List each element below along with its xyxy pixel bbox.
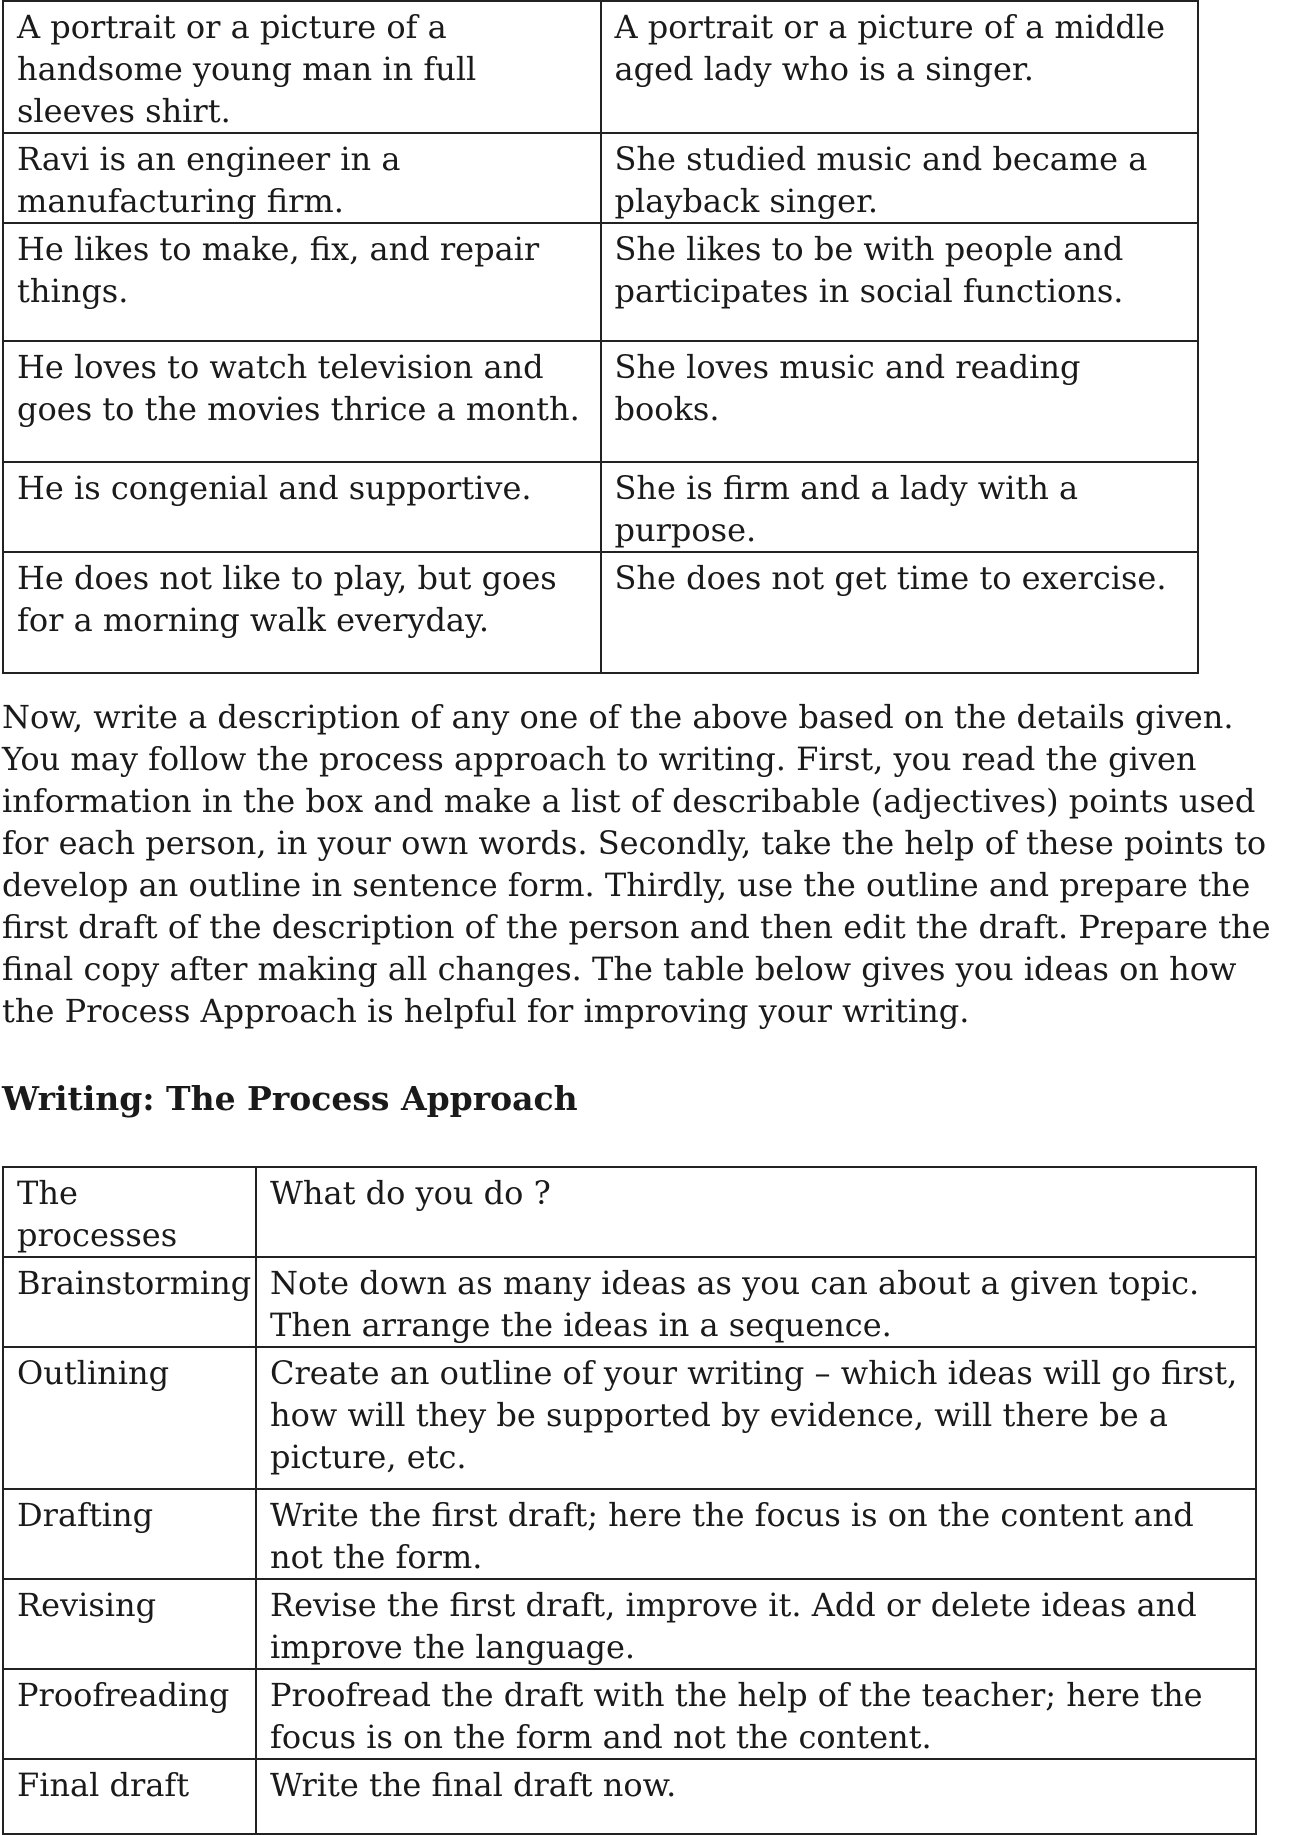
table-row bbox=[3, 1257, 1256, 1347]
profile-lady-cell: She loves music and reading books. bbox=[601, 341, 1199, 462]
process-name: Final draft bbox=[3, 1759, 256, 1834]
process-name: Brainstorming bbox=[3, 1257, 256, 1347]
process-name: Outlining bbox=[3, 1347, 256, 1489]
table-row bbox=[3, 1669, 1256, 1759]
profile-man-cell: He loves to watch television and goes to the movies thrice a month. bbox=[3, 341, 601, 462]
header-what-do-you-do: What do you do ? bbox=[256, 1167, 1256, 1257]
table-header-row bbox=[3, 1167, 1256, 1257]
process-table bbox=[2, 1166, 1257, 1835]
table-row bbox=[3, 462, 1198, 552]
profile-lady-cell: She does not get time to exercise. bbox=[601, 552, 1199, 673]
process-action: Proofread the draft with the help of the teacher; here the focus is on the form and not the content. bbox=[256, 1669, 1256, 1759]
table-row bbox=[3, 341, 1198, 462]
profiles-table bbox=[2, 0, 1199, 674]
process-name: Revising bbox=[3, 1579, 256, 1669]
table-row bbox=[3, 552, 1198, 673]
profile-lady-cell: She is firm and a lady with a purpose. bbox=[601, 462, 1199, 552]
profile-lady-cell: She likes to be with people and participates in social functions. bbox=[601, 223, 1199, 341]
table-row bbox=[3, 223, 1198, 341]
profile-man-cell: He is congenial and supportive. bbox=[3, 462, 601, 552]
instructions-paragraph: Now, write a description of any one of the above based on the details given. You may follow the process approach to writing. First, you read the given information in the box and make a list of describable (adjectives) points used for each person, in your own words. Secondly, take the help of these points to develop an outline in sentence form. Thirdly, use the outline and prepare the first draft of the description of the person and then edit the draft. Prepare the final copy after making all changes. The table below gives you ideas on how the Process Approach is helpful for improving your writing. bbox=[2, 698, 1271, 1030]
header-processes: The processes bbox=[3, 1167, 256, 1257]
process-name: Drafting bbox=[3, 1489, 256, 1579]
process-action: Note down as many ideas as you can about a given topic. Then arrange the ideas in a sequence. bbox=[256, 1257, 1256, 1347]
profile-man-cell: He does not like to play, but goes for a morning walk everyday. bbox=[3, 552, 601, 673]
process-action: Create an outline of your writing – which ideas will go first, how will they be supported by evidence, will there be a picture, etc. bbox=[256, 1347, 1256, 1489]
process-action: Write the first draft; here the focus is on the content and not the form. bbox=[256, 1489, 1256, 1579]
table-row bbox=[3, 133, 1198, 223]
process-action: Write the final draft now. bbox=[256, 1759, 1256, 1834]
profile-man-cell: Ravi is an engineer in a manufacturing firm. bbox=[3, 133, 601, 223]
table-row bbox=[3, 1759, 1256, 1834]
profile-lady-cell: A portrait or a picture of a middle aged lady who is a singer. bbox=[601, 1, 1199, 133]
section-heading: Writing: The Process Approach bbox=[2, 1079, 578, 1118]
process-name: Proofreading bbox=[3, 1669, 256, 1759]
table-row bbox=[3, 1347, 1256, 1489]
profile-man-cell: He likes to make, fix, and repair things. bbox=[3, 223, 601, 341]
table-row bbox=[3, 1489, 1256, 1579]
process-action: Revise the first draft, improve it. Add or delete ideas and improve the language. bbox=[256, 1579, 1256, 1669]
table-row bbox=[3, 1579, 1256, 1669]
profile-man-cell: A portrait or a picture of a handsome young man in full sleeves shirt. bbox=[3, 1, 601, 133]
table-row bbox=[3, 1, 1198, 133]
profile-lady-cell: She studied music and became a playback singer. bbox=[601, 133, 1199, 223]
